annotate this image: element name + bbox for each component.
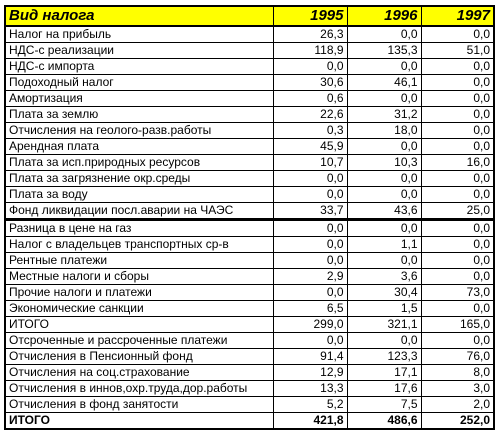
value-cell-1997: 0,0 — [421, 139, 494, 155]
value-cell-1997: 0,0 — [421, 171, 494, 187]
total-row — [5, 413, 494, 430]
value-cell-1996: 1,1 — [347, 237, 421, 253]
value-cell-1996: 486,6 — [347, 413, 421, 430]
value-cell-1995: 118,9 — [273, 43, 347, 59]
value-cell-1996: 46,1 — [347, 75, 421, 91]
tax-name-cell: НДС-с реализации — [5, 43, 273, 59]
table-row — [5, 43, 494, 59]
column-header-tax-type: Вид налога — [5, 6, 273, 26]
value-cell-1996: 43,6 — [347, 203, 421, 220]
tax-table — [4, 5, 495, 430]
table-row — [5, 285, 494, 301]
value-cell-1995: 0,0 — [273, 333, 347, 349]
value-cell-1997: 51,0 — [421, 43, 494, 59]
value-cell-1996: 135,3 — [347, 43, 421, 59]
table-row — [5, 123, 494, 139]
table-row — [5, 333, 494, 349]
table-row — [5, 317, 494, 333]
value-cell-1997: 16,0 — [421, 155, 494, 171]
header-row — [5, 6, 494, 26]
value-cell-1995: 6,5 — [273, 301, 347, 317]
value-cell-1995: 0,0 — [273, 237, 347, 253]
value-cell-1997: 252,0 — [421, 413, 494, 430]
tax-name-cell: Фонд ликвидации посл.аварии на ЧАЭС — [5, 203, 273, 220]
value-cell-1997: 0,0 — [421, 301, 494, 317]
tax-name-cell: ИТОГО — [5, 317, 273, 333]
table-row — [5, 75, 494, 91]
value-cell-1995: 22,6 — [273, 107, 347, 123]
value-cell-1995: 30,6 — [273, 75, 347, 91]
value-cell-1997: 73,0 — [421, 285, 494, 301]
tax-name-cell: Местные налоги и сборы — [5, 269, 273, 285]
value-cell-1997: 165,0 — [421, 317, 494, 333]
value-cell-1995: 33,7 — [273, 203, 347, 220]
value-cell-1997: 76,0 — [421, 349, 494, 365]
value-cell-1997: 0,0 — [421, 220, 494, 237]
tax-name-cell: Рентные платежи — [5, 253, 273, 269]
value-cell-1997: 0,0 — [421, 269, 494, 285]
tax-name-cell: Арендная плата — [5, 139, 273, 155]
tax-name-cell: Отчисления в иннов,охр.труда,дор.работы — [5, 381, 273, 397]
value-cell-1996: 0,0 — [347, 171, 421, 187]
value-cell-1996: 0,0 — [347, 91, 421, 107]
value-cell-1995: 13,3 — [273, 381, 347, 397]
table-row — [5, 365, 494, 381]
tax-name-cell: Отсроченные и рассроченные платежи — [5, 333, 273, 349]
table-row — [5, 237, 494, 253]
tax-name-cell: Прочие налоги и платежи — [5, 285, 273, 301]
value-cell-1996: 18,0 — [347, 123, 421, 139]
value-cell-1995: 45,9 — [273, 139, 347, 155]
value-cell-1996: 3,6 — [347, 269, 421, 285]
value-cell-1996: 0,0 — [347, 333, 421, 349]
value-cell-1996: 0,0 — [347, 59, 421, 75]
table-row — [5, 187, 494, 203]
tax-name-cell: Отчисления в Пенсионный фонд — [5, 349, 273, 365]
table-row — [5, 397, 494, 413]
table-row — [5, 301, 494, 317]
value-cell-1995: 0,0 — [273, 253, 347, 269]
value-cell-1995: 0,0 — [273, 171, 347, 187]
value-cell-1995: 0,0 — [273, 59, 347, 75]
tax-name-cell: Плата за исп.природных ресурсов — [5, 155, 273, 171]
value-cell-1996: 0,0 — [347, 220, 421, 237]
value-cell-1995: 0,0 — [273, 220, 347, 237]
value-cell-1997: 0,0 — [421, 253, 494, 269]
table-row — [5, 220, 494, 237]
tax-name-cell: Амортизация — [5, 91, 273, 107]
value-cell-1997: 8,0 — [421, 365, 494, 381]
value-cell-1997: 3,0 — [421, 381, 494, 397]
column-header-year-1997: 1997 — [421, 6, 494, 26]
tax-name-cell: Плата за землю — [5, 107, 273, 123]
table-row — [5, 155, 494, 171]
value-cell-1997: 25,0 — [421, 203, 494, 220]
tax-name-cell: Налог с владельцев транспортных ср-в — [5, 237, 273, 253]
value-cell-1996: 0,0 — [347, 26, 421, 43]
value-cell-1995: 421,8 — [273, 413, 347, 430]
value-cell-1997: 0,0 — [421, 59, 494, 75]
value-cell-1997: 2,0 — [421, 397, 494, 413]
value-cell-1996: 0,0 — [347, 139, 421, 155]
value-cell-1996: 31,2 — [347, 107, 421, 123]
tax-name-cell: Экономические санкции — [5, 301, 273, 317]
value-cell-1996: 30,4 — [347, 285, 421, 301]
table-row — [5, 171, 494, 187]
tax-name-cell: ИТОГО — [5, 413, 273, 430]
tax-name-cell: Разница в цене на газ — [5, 220, 273, 237]
value-cell-1995: 26,3 — [273, 26, 347, 43]
column-header-year-1995: 1995 — [273, 6, 347, 26]
tax-name-cell: Отчисления в фонд занятости — [5, 397, 273, 413]
value-cell-1997: 0,0 — [421, 91, 494, 107]
table-row — [5, 91, 494, 107]
value-cell-1996: 17,1 — [347, 365, 421, 381]
tax-name-cell: Плата за воду — [5, 187, 273, 203]
value-cell-1995: 91,4 — [273, 349, 347, 365]
column-header-year-1996: 1996 — [347, 6, 421, 26]
table-row — [5, 139, 494, 155]
table-row — [5, 253, 494, 269]
value-cell-1997: 0,0 — [421, 237, 494, 253]
value-cell-1995: 0,6 — [273, 91, 347, 107]
value-cell-1995: 10,7 — [273, 155, 347, 171]
value-cell-1996: 7,5 — [347, 397, 421, 413]
value-cell-1995: 12,9 — [273, 365, 347, 381]
value-cell-1997: 0,0 — [421, 107, 494, 123]
table-body — [5, 26, 494, 429]
value-cell-1995: 5,2 — [273, 397, 347, 413]
value-cell-1996: 123,3 — [347, 349, 421, 365]
tax-name-cell: Отчисления на геолого-разв.работы — [5, 123, 273, 139]
value-cell-1995: 2,9 — [273, 269, 347, 285]
table-row — [5, 26, 494, 43]
value-cell-1997: 0,0 — [421, 187, 494, 203]
tax-name-cell: Отчисления на соц.страхование — [5, 365, 273, 381]
value-cell-1995: 299,0 — [273, 317, 347, 333]
value-cell-1996: 1,5 — [347, 301, 421, 317]
value-cell-1996: 17,6 — [347, 381, 421, 397]
tax-name-cell: Подоходный налог — [5, 75, 273, 91]
value-cell-1997: 0,0 — [421, 333, 494, 349]
table-row — [5, 203, 494, 220]
value-cell-1995: 0,0 — [273, 187, 347, 203]
table-row — [5, 269, 494, 285]
table-row — [5, 381, 494, 397]
value-cell-1997: 0,0 — [421, 26, 494, 43]
tax-name-cell: Плата за загрязнение окр.среды — [5, 171, 273, 187]
table-row — [5, 349, 494, 365]
value-cell-1996: 10,3 — [347, 155, 421, 171]
value-cell-1995: 0,3 — [273, 123, 347, 139]
value-cell-1996: 0,0 — [347, 187, 421, 203]
tax-name-cell: НДС-с импорта — [5, 59, 273, 75]
value-cell-1996: 0,0 — [347, 253, 421, 269]
value-cell-1996: 321,1 — [347, 317, 421, 333]
tax-name-cell: Налог на прибыль — [5, 26, 273, 43]
value-cell-1995: 0,0 — [273, 285, 347, 301]
value-cell-1997: 0,0 — [421, 75, 494, 91]
table-row — [5, 59, 494, 75]
table-row — [5, 107, 494, 123]
value-cell-1997: 0,0 — [421, 123, 494, 139]
